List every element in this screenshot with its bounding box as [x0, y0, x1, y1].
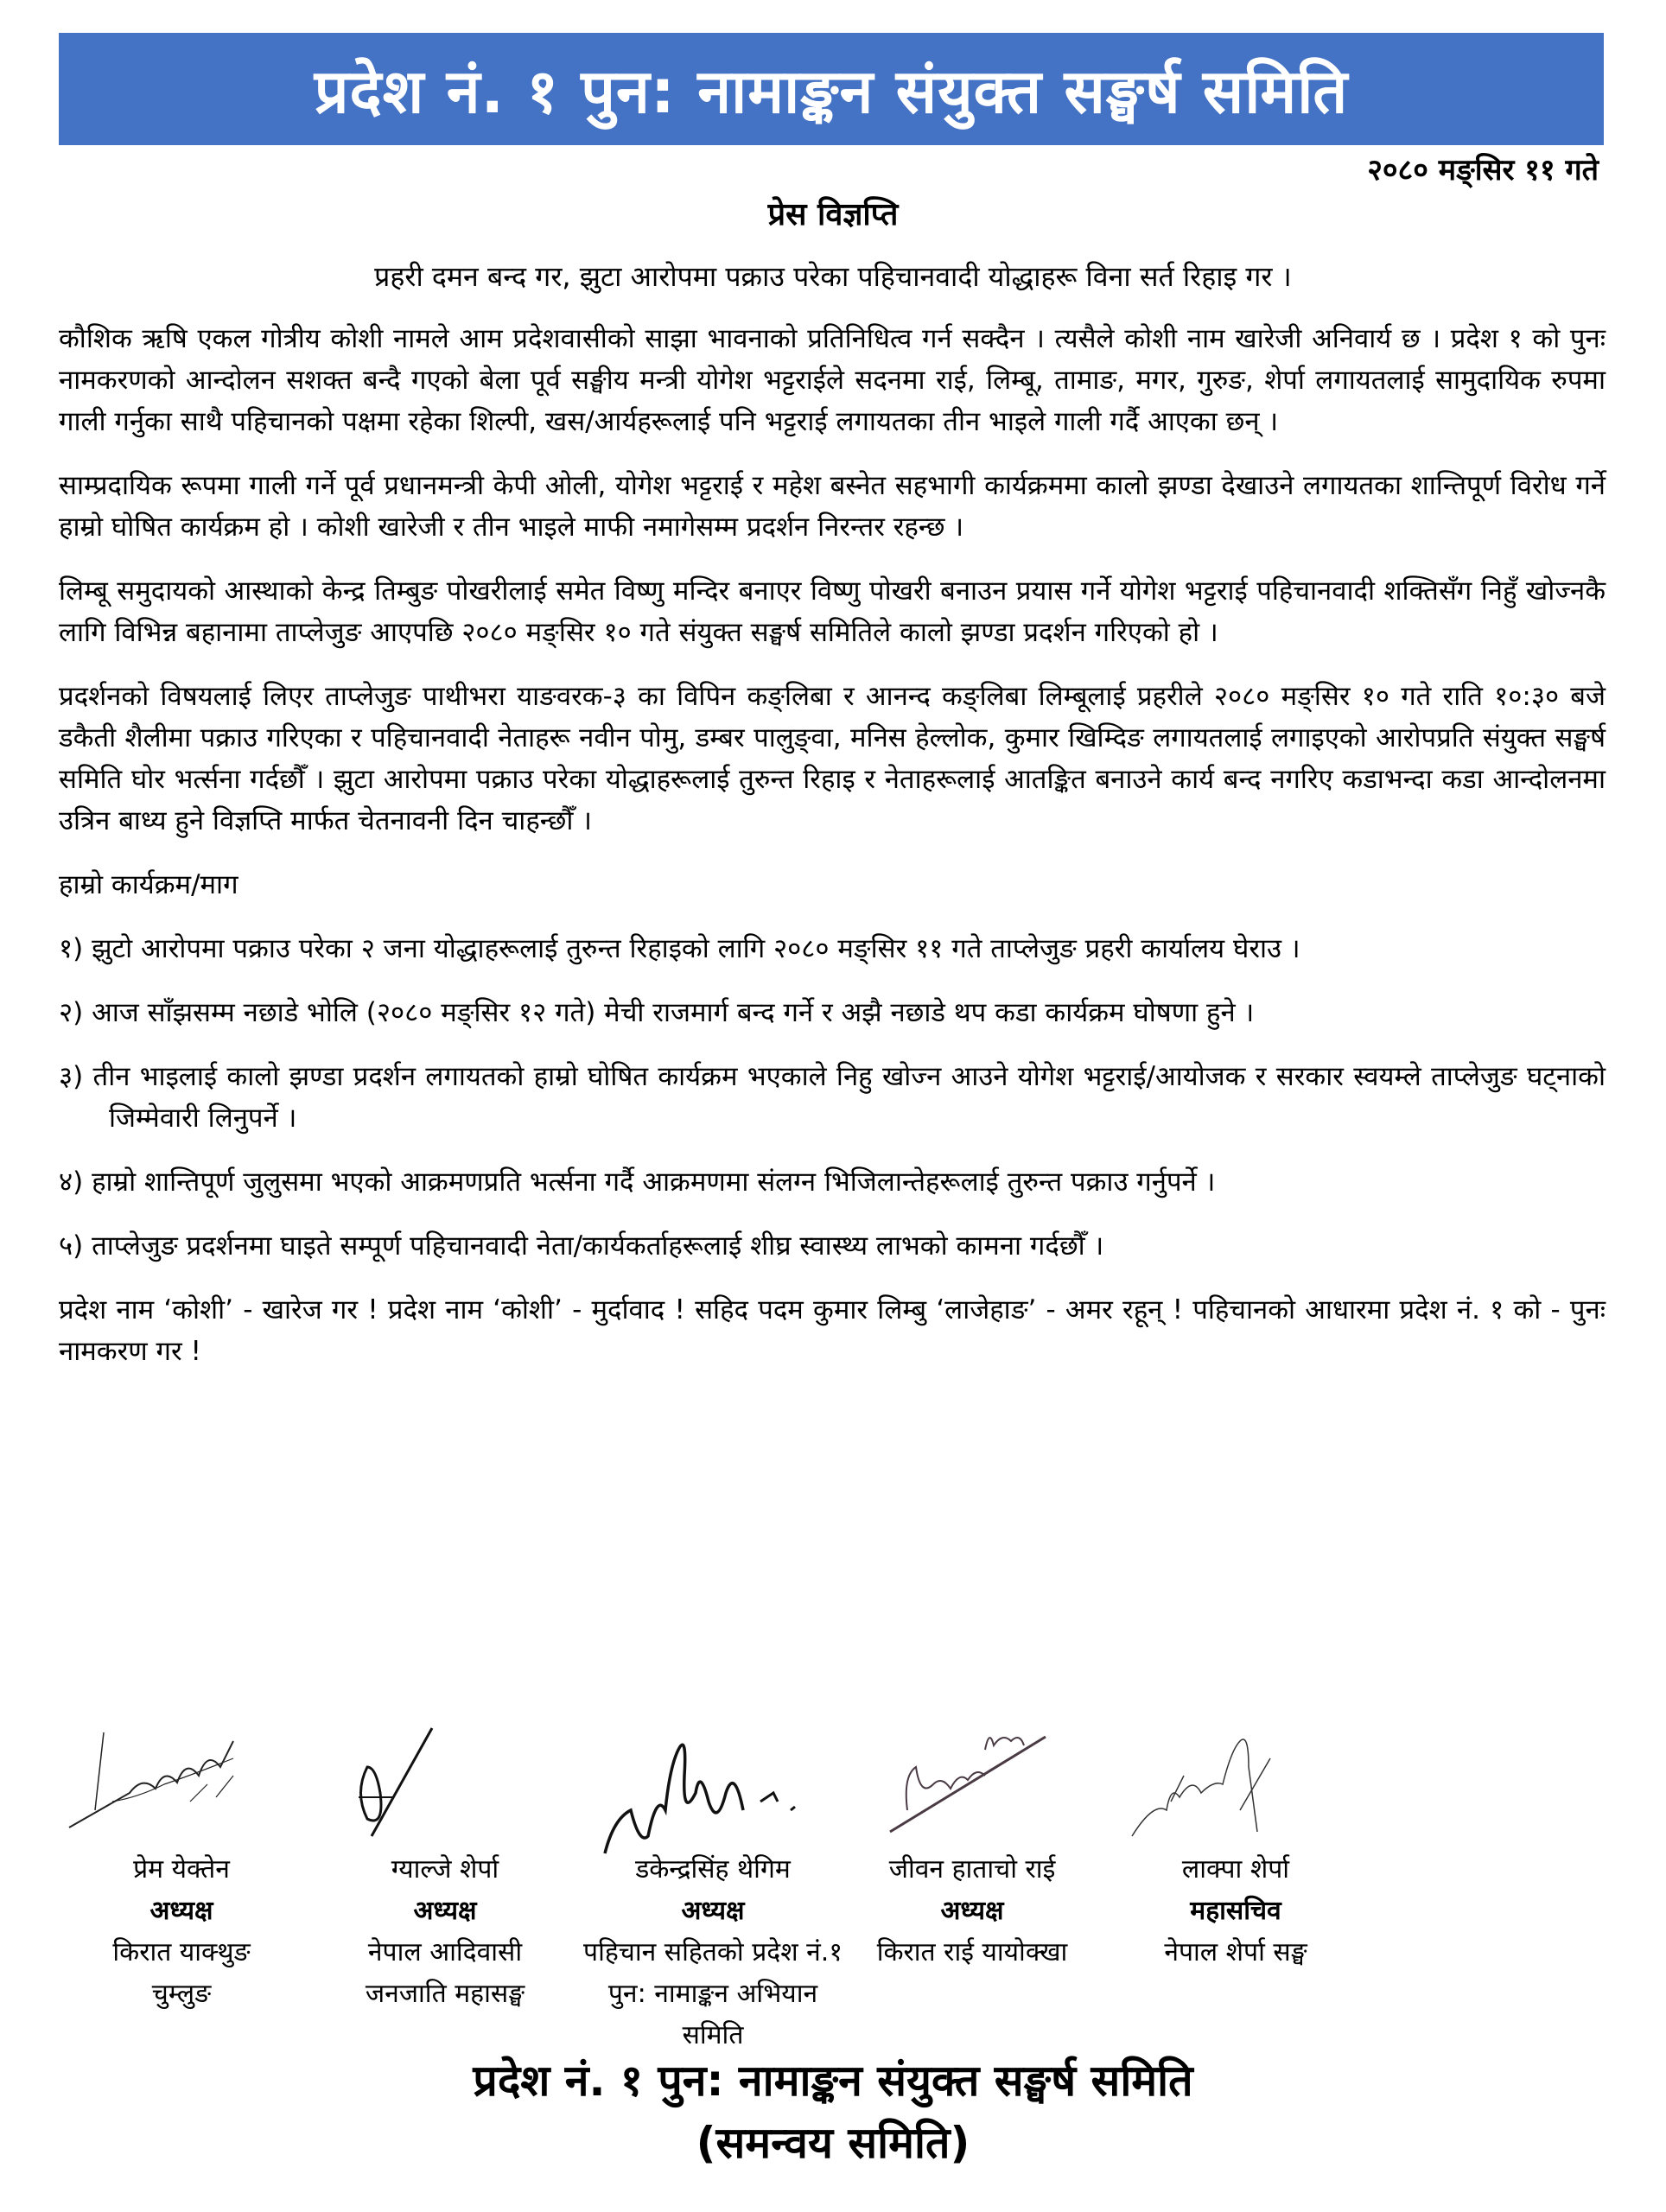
signatory: [847, 1849, 1097, 2056]
signatory-name: लाक्पा शेर्पा: [1181, 1854, 1290, 1885]
signature-1: [60, 1715, 268, 1836]
demand-item: १) झुटो आरोपमा पक्राउ परेका २ जना योद्धाहरूलाई तुरुन्त रिहाइको लागि २०८० मङ्सिर ११ गते ताप्लेजुङ प्रहरी कार्यालय घेराउ ।: [59, 933, 1300, 964]
demand-item: ५) ताप्लेजुङ प्रदर्शनमा घाइते सम्पूर्ण पहिचानवादी नेता/कार्यकर्ताहरूलाई शीघ्र स्वास्थ्य लाभको कामना गर्दछौँ ।: [59, 1230, 1104, 1262]
signatory-role: अध्यक्ष: [413, 1896, 477, 1926]
signature-4: [881, 1715, 1054, 1836]
date: २०८० मङ्सिर ११ गते: [1367, 153, 1599, 188]
signatory-name: प्रेम येक्तेन: [133, 1854, 230, 1885]
signatories: [52, 1849, 1521, 2056]
signatory-org: पुन: नामाङ्कन अभियान समिति: [607, 1979, 818, 2050]
paragraph: प्रदर्शनको विषयलाई लिएर ताप्लेजुङ पाथीभरा याङवरक-३ का विपिन कङ्लिबा र आनन्द कङ्लिबा लिम्बूलाई प्रहरीले २०८० मङ्सिर १० गते राति १०:३० बजे डकैती शैलीमा पक्राउ गरिएका र पहिचानवादी नेताहरू नवीन पोमु, डम्बर पालुङ्वा, मनिस हेल्लोक, कुमार खिम्दिङ लगायतलाई लगाइएको आरोपप्रति संयुक्त सङ्घर्ष समिति घोर भर्त्सना गर्दछौँ । झुटा आरोपमा पक्राउ परेका योद्धाहरूलाई तुरुन्त रिहाइ र नेताहरूलाई आतङ्कित बनाउने कार्य बन्द नगरिए कडाभन्दा कडा आन्दोलनमा उत्रिन बाध्य हुने विज्ञप्ति मार्फत चेतनावनी दिन चाहन्छौँ ।: [59, 681, 1606, 836]
signatory-org: नेपाल आदिवासी: [367, 1937, 523, 1967]
signatory-name: ग्याल्जे शेर्पा: [391, 1854, 499, 1885]
demand-item: ३) तीन भाइलाई कालो झण्डा प्रदर्शन लगायतको हाम्रो घोषित कार्यक्रम भएकाले निहु खोज्न आउने योगेश भट्टराई/आयोजक र सरकार स्वयम्ले ताप्लेजुङ घट्नाको जिम्मेवारी लिनुपर्ने ।: [59, 1061, 1606, 1134]
signatory-role: अध्यक्ष: [681, 1896, 745, 1926]
signature-2: [337, 1715, 458, 1853]
signatory-role: अध्यक्ष: [149, 1896, 213, 1926]
signatory-org: चुम्लुङ: [151, 1979, 212, 2009]
signatory: [311, 1849, 579, 2056]
demands-list: [59, 928, 1606, 1267]
demand-item: ४) हाम्रो शान्तिपूर्ण जुलुसमा भएको आक्रमणप्रति भर्त्सना गर्दै आक्रमणमा संलग्न भिजिलान्तेहरूलाई तुरुन्त पक्राउ गर्नुपर्ने ।: [59, 1166, 1216, 1198]
footer: [0, 2050, 1666, 2174]
signatory-role: महासचिव: [1190, 1896, 1281, 1926]
header-banner: [59, 33, 1604, 145]
signatory-name: जीवन हाताचो राई: [888, 1854, 1056, 1885]
signatory-org: पहिचान सहितको प्रदेश नं.१: [583, 1937, 843, 1967]
signatory: [1097, 1849, 1374, 2056]
signatory-org: नेपाल शेर्पा सङ्घ: [1164, 1937, 1307, 1967]
closing-slogans: प्रदेश नाम ‘कोशी’ - खारेज गर ! प्रदेश नाम ‘कोशी’ - मुर्दावाद ! सहिद पदम कुमार लिम्बु ‘लाजेहाङ’ - अमर रहून् ! पहिचानको आधारमा प्रदेश नं. १ को - पुनः नामकरण गर !: [59, 1294, 1606, 1367]
signatory-org: जनजाति महासङ्घ: [365, 1979, 525, 2009]
signatory-role: अध्यक्ष: [940, 1896, 1004, 1926]
signatory-name: डकेन्द्रसिंह थेगिम: [635, 1854, 791, 1885]
paragraph: साम्प्रदायिक रूपमा गाली गर्ने पूर्व प्रधानमन्त्री केपी ओली, योगेश भट्टराई र महेश बस्नेत सहभागी कार्यक्रममा कालो झण्डा देखाउने लगायतका शान्तिपूर्ण विरोध गर्ने हाम्रो घोषित कार्यक्रम हो । कोशी खारेजी र तीन भाइले माफी नमागेसम्म प्रदर्शन निरन्तर रहन्छ ।: [59, 470, 1606, 543]
headline-slogan: प्रहरी दमन बन्द गर, झुटा आरोपमा पक्राउ परेका पहिचानवादी योद्धाहरू विना सर्त रिहाइ गर ।: [374, 260, 1292, 293]
page-title: प्रेस विज्ञप्ति: [767, 197, 899, 232]
signatory-org: किरात याक्थुङ: [112, 1937, 251, 1967]
footer-committee-name: प्रदेश नं. १ पुन: नामाङ्कन संयुक्त सङ्घर्ष समिति: [473, 2056, 1193, 2106]
signatory: [52, 1849, 311, 2056]
signature-5: [1119, 1715, 1292, 1845]
banner-title: प्रदेश नं. १ पुन: नामाङ्कन संयुक्त सङ्घर्ष समिति: [314, 56, 1349, 127]
press-release-body: [59, 318, 1606, 1395]
paragraph: लिम्बू समुदायको आस्थाको केन्द्र तिम्बुङ पोखरीलाई समेत विष्णु मन्दिर बनाएर विष्णु पोखरी बनाउन प्रयास गर्ने योगेश भट्टराई पहिचानवादी शक्तिसँग निहुँ खोज्नकै लागि विभिन्न बहानामा ताप्लेजुङ आएपछि २०८० मङ्सिर १० गते संयुक्त सङ्घर्ष समितिले कालो झण्डा प्रदर्शन गरिएको हो ।: [59, 575, 1606, 648]
signature-3: [588, 1715, 812, 1862]
demand-item: २) आज साँझसम्म नछाडे भोलि (२०८० मङ्सिर १२ गते) मेची राजमार्ग बन्द गर्ने र अझै नछाडे थप कडा कार्यक्रम घोषणा हुने ।: [59, 997, 1255, 1028]
signatory-org: किरात राई यायोक्खा: [876, 1937, 1068, 1967]
paragraph: कौशिक ऋषि एकल गोत्रीय कोशी नामले आम प्रदेशवासीको साझा भावनाको प्रतिनिधित्व गर्न सक्दैन । त्यसैले कोशी नाम खारेजी अनिवार्य छ । प्रदेश १ को पुनः नामकरणको आन्दोलन सशक्त बन्दै गएको बेला पूर्व सङ्घीय मन्त्री योगेश भट्टराईले सदनमा राई, लिम्बू, तामाङ, मगर, गुरुङ, शेर्पा लगायतलाई सामुदायिक रुपमा गाली गर्नुका साथै पहिचानको पक्षमा रहेका शिल्पी, खस/आर्यहरूलाई पनि भट्टराई लगायतका तीन भाइले गाली गर्दै आएका छन् ।: [59, 323, 1606, 437]
signatory: [579, 1849, 847, 2056]
demands-heading: हाम्रो कार्यक्रम/माग: [59, 869, 238, 900]
footer-committee-subtitle: (समन्वय समिति): [696, 2118, 970, 2168]
